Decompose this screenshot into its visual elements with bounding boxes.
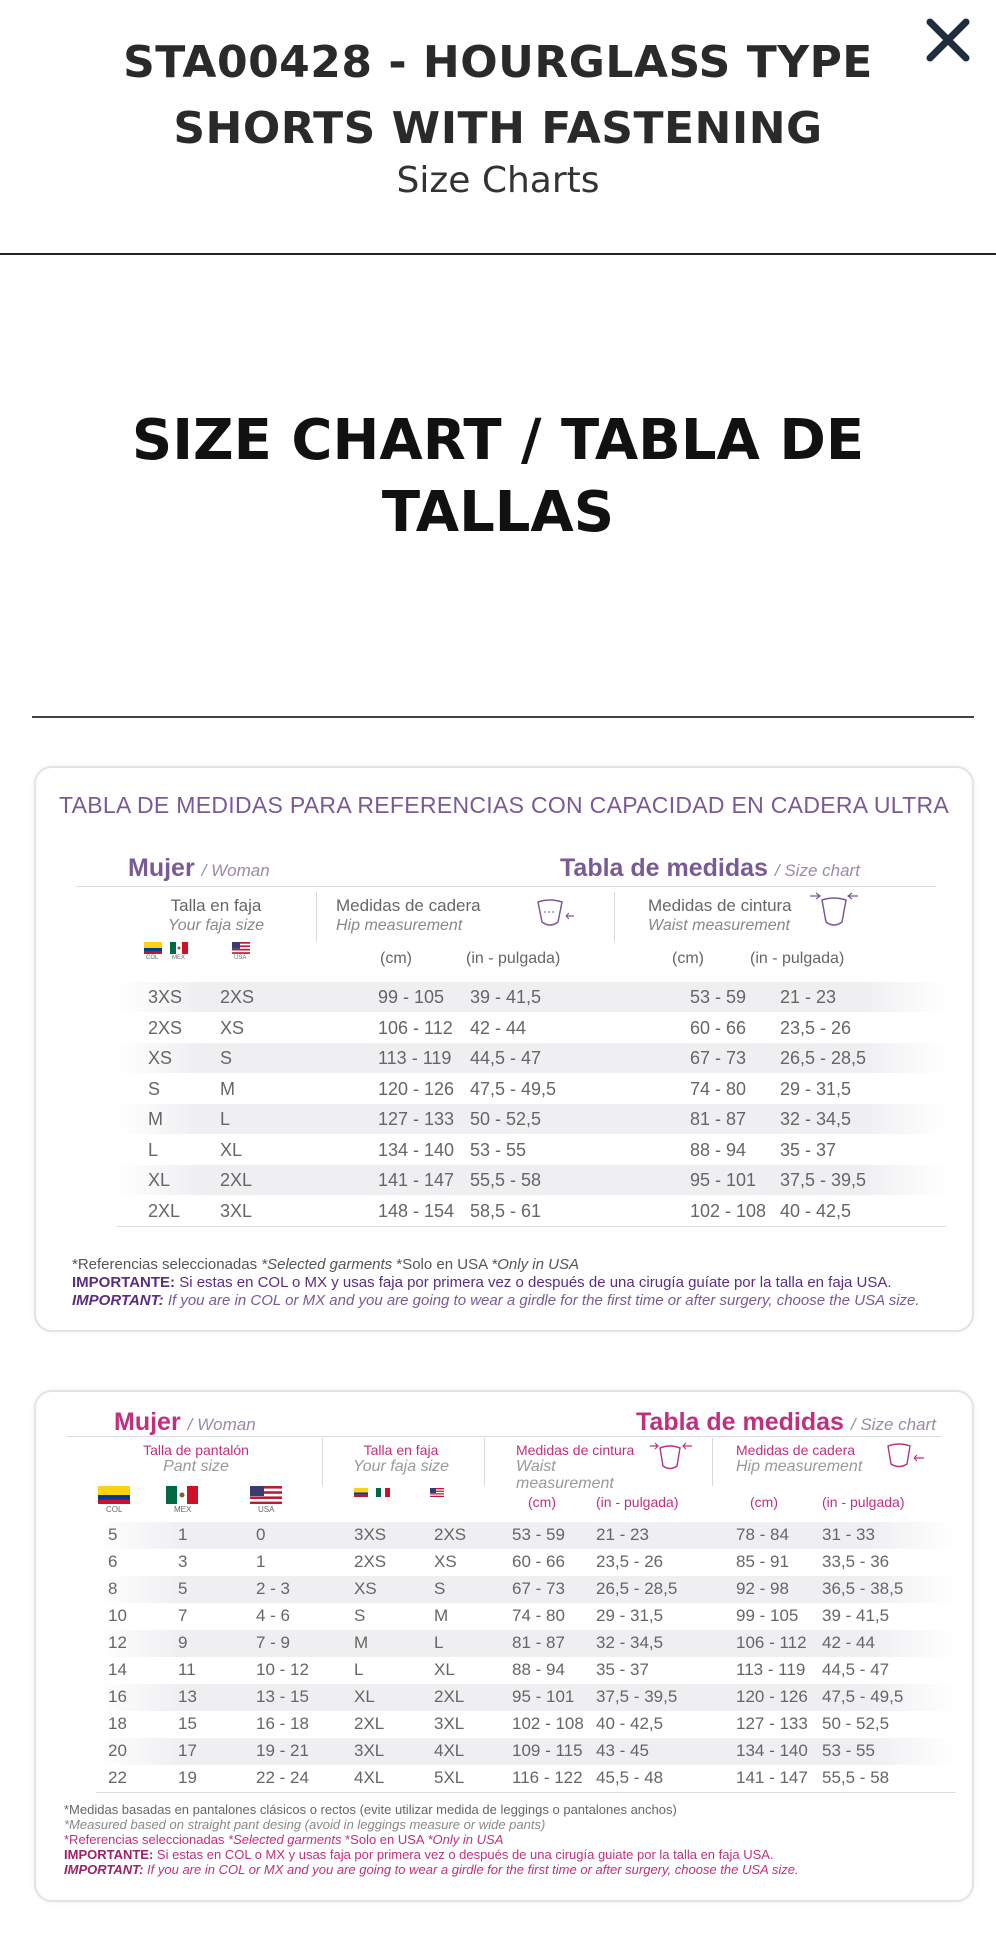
table-row bbox=[96, 1603, 956, 1630]
note-text: If you are in COL or MX and you are going to wear a girdle for the first time or after surgery, choose the USA size. bbox=[163, 1292, 920, 1309]
waist-cm: 67 - 73 bbox=[512, 1579, 565, 1598]
colombia-flag-icon bbox=[354, 1488, 368, 1497]
table-row bbox=[96, 1549, 956, 1576]
col-faja-en: Your faja size bbox=[352, 1458, 450, 1475]
chart2-notes bbox=[64, 1802, 799, 1877]
col-pant-text: Talla de pantalón bbox=[143, 1442, 249, 1458]
hip-in: 44,5 - 47 bbox=[822, 1660, 890, 1679]
mujer-label bbox=[114, 1408, 256, 1437]
table-row bbox=[96, 1657, 956, 1684]
hip-cm: 99 - 105 bbox=[736, 1606, 799, 1625]
waist-in: 37,5 - 39,5 bbox=[596, 1687, 678, 1706]
waist-cm: 67 - 73 bbox=[690, 1048, 747, 1068]
faja-col-size: 3XS bbox=[148, 987, 183, 1007]
pant-col-size: 8 bbox=[108, 1579, 118, 1598]
table-row bbox=[96, 1684, 956, 1711]
mexico-flag-icon bbox=[166, 1486, 198, 1504]
pant-mex-size: 11 bbox=[178, 1660, 196, 1679]
waist-cm: 53 - 59 bbox=[690, 987, 747, 1007]
table-row bbox=[116, 1074, 946, 1104]
hip-in: 50 - 52,5 bbox=[470, 1109, 542, 1129]
faja-usa-size: S bbox=[434, 1579, 446, 1598]
col-waist-text: Medidas de cintura bbox=[648, 896, 792, 915]
waist-in: 21 - 23 bbox=[596, 1525, 649, 1544]
tabla-text: Tabla de medidas bbox=[636, 1408, 844, 1436]
waist-in: 43 - 45 bbox=[596, 1741, 649, 1760]
faja-col-size: 2XL bbox=[354, 1714, 385, 1733]
faja-usa-size: M bbox=[434, 1606, 449, 1625]
pant-mex-size: 5 bbox=[178, 1579, 188, 1598]
faja-col-size: 3XL bbox=[354, 1741, 385, 1760]
table-row bbox=[116, 1196, 946, 1226]
unit-cm: (cm) bbox=[672, 950, 704, 967]
unit-cm: (cm) bbox=[380, 950, 412, 967]
waist-in: 32 - 34,5 bbox=[596, 1633, 664, 1652]
faja-col-size: L bbox=[354, 1660, 364, 1679]
col-hip bbox=[336, 896, 496, 935]
waist-in: 29 - 31,5 bbox=[596, 1606, 664, 1625]
hip-in: 58,5 - 61 bbox=[470, 1200, 542, 1221]
waist-in: 40 - 42,5 bbox=[780, 1200, 852, 1221]
waist-cm: 81 - 87 bbox=[690, 1109, 747, 1129]
faja-usa-size: XS bbox=[220, 1017, 245, 1038]
table-row bbox=[96, 1522, 956, 1549]
note-part: *Only in USA bbox=[427, 1832, 504, 1847]
faja-usa-size: XL bbox=[434, 1660, 455, 1679]
hip-cm: 85 - 91 bbox=[736, 1552, 789, 1571]
pant-usa-size: 4 - 6 bbox=[256, 1606, 291, 1625]
pant-col-size: 6 bbox=[108, 1552, 118, 1571]
waist-in: 21 - 23 bbox=[780, 987, 837, 1007]
table-row bbox=[116, 1043, 946, 1073]
faja-col-size: 4XL bbox=[354, 1768, 385, 1787]
hip-cm: 113 - 119 bbox=[736, 1660, 806, 1679]
hip-in: 42 - 44 bbox=[822, 1633, 875, 1652]
mexico-flag-icon bbox=[170, 942, 188, 954]
hip-cm: 106 - 112 bbox=[736, 1633, 807, 1652]
hip-in: 31 - 33 bbox=[822, 1525, 875, 1544]
hip-cm: 134 - 140 bbox=[736, 1741, 808, 1760]
modal-header bbox=[0, 0, 996, 255]
faja-usa-size: 5XL bbox=[434, 1768, 465, 1787]
waist-cm: 60 - 66 bbox=[512, 1552, 565, 1571]
waist-in: 45,5 - 48 bbox=[596, 1768, 664, 1787]
pant-mex-size: 9 bbox=[178, 1633, 188, 1652]
woman-text: / Woman bbox=[201, 861, 270, 880]
flag-label-col: COL bbox=[146, 955, 159, 961]
faja-col-size: 3XS bbox=[354, 1525, 387, 1544]
hip-in: 55,5 - 58 bbox=[470, 1170, 542, 1190]
waist-in: 32 - 34,5 bbox=[780, 1109, 852, 1129]
pant-usa-size: 0 bbox=[256, 1525, 266, 1544]
hip-cm: 148 - 154 bbox=[378, 1200, 455, 1221]
col-pant-en: Pant size bbox=[163, 1458, 229, 1475]
hip-in: 47,5 - 49,5 bbox=[822, 1687, 904, 1706]
pant-usa-size: 1 bbox=[256, 1552, 266, 1571]
waist-cm: 116 - 122 bbox=[512, 1768, 583, 1787]
faja-usa-size: 3XL bbox=[434, 1714, 465, 1733]
col-waist bbox=[648, 896, 808, 935]
faja-col-size: M bbox=[354, 1633, 369, 1652]
faja-usa-size: S bbox=[220, 1048, 233, 1068]
table-row bbox=[116, 1104, 946, 1134]
note-importante bbox=[72, 1274, 920, 1292]
pant-usa-size: 13 - 15 bbox=[256, 1687, 309, 1706]
col-waist-text: Medidas de cintura bbox=[516, 1442, 635, 1458]
faja-usa-size: XL bbox=[220, 1139, 243, 1160]
tabla-medidas-label bbox=[560, 854, 860, 883]
mujer-text: Mujer bbox=[128, 854, 195, 882]
note-label: IMPORTANT: bbox=[64, 1862, 144, 1877]
note-text: If you are in COL or MX and you are going to wear a girdle for the first time or after surgery, choose the USA size. bbox=[143, 1862, 799, 1877]
flag-label-mex: MEX bbox=[174, 1505, 192, 1514]
hip-in: 36,5 - 38,5 bbox=[822, 1579, 904, 1598]
table-bottom-line bbox=[116, 1226, 946, 1227]
col-pant-size bbox=[96, 1442, 296, 1475]
hip-cm: 127 - 133 bbox=[378, 1109, 455, 1129]
faja-col-size: 2XS bbox=[354, 1552, 387, 1571]
waist-cm: 95 - 101 bbox=[690, 1170, 757, 1190]
woman-text: / Woman bbox=[187, 1415, 256, 1434]
table-row bbox=[96, 1576, 956, 1603]
mujer-label bbox=[128, 854, 270, 883]
note-selected bbox=[72, 1256, 920, 1274]
table-row bbox=[116, 982, 946, 1012]
unit-cm: (cm) bbox=[528, 1494, 556, 1510]
faja-usa-size: 2XL bbox=[220, 1170, 253, 1190]
hip-cm: 141 - 147 bbox=[736, 1768, 808, 1787]
hip-in: 53 - 55 bbox=[822, 1741, 875, 1760]
col-waist-en: Waist measurement bbox=[516, 1458, 614, 1492]
hip-cm: 134 - 140 bbox=[378, 1139, 455, 1160]
waist-cm: 60 - 66 bbox=[690, 1017, 747, 1038]
pant-size-chart bbox=[34, 1390, 974, 1902]
faja-usa-size: 4XL bbox=[434, 1741, 465, 1760]
unit-in: (in - pulgada) bbox=[822, 1494, 905, 1510]
note-part: *Solo en USA bbox=[341, 1832, 428, 1847]
tabla-text: Tabla de medidas bbox=[560, 854, 768, 882]
col-waist bbox=[516, 1442, 656, 1492]
table-row bbox=[116, 1135, 946, 1165]
faja-col-size: XS bbox=[148, 1048, 173, 1068]
pant-mex-size: 1 bbox=[178, 1525, 188, 1544]
hip-cm: 120 - 126 bbox=[736, 1687, 808, 1706]
pant-usa-size: 16 - 18 bbox=[256, 1714, 309, 1733]
hip-in: 42 - 44 bbox=[470, 1017, 527, 1038]
table-row bbox=[116, 1013, 946, 1043]
header-line bbox=[66, 1436, 942, 1437]
usa-flag-icon bbox=[250, 1486, 282, 1504]
tabla-medidas-label bbox=[636, 1408, 936, 1437]
waist-in: 26,5 - 28,5 bbox=[596, 1579, 678, 1598]
unit-in: (in - pulgada) bbox=[596, 1494, 679, 1510]
col-sep bbox=[484, 1438, 485, 1486]
pant-mex-size: 17 bbox=[178, 1741, 197, 1760]
pant-mex-size: 3 bbox=[178, 1552, 188, 1571]
waist-cm: 95 - 101 bbox=[512, 1687, 575, 1706]
faja-col-size: S bbox=[354, 1606, 366, 1625]
waist-cm: 102 - 108 bbox=[690, 1200, 767, 1221]
waist-cm: 74 - 80 bbox=[690, 1078, 747, 1099]
pant-mex-size: 19 bbox=[178, 1768, 197, 1787]
waist-in: 29 - 31,5 bbox=[780, 1078, 852, 1099]
pant-col-size: 20 bbox=[108, 1741, 127, 1760]
header-line bbox=[76, 886, 936, 887]
faja-col-size: S bbox=[148, 1078, 161, 1099]
waist-cm: 81 - 87 bbox=[512, 1633, 565, 1652]
pant-col-size: 18 bbox=[108, 1714, 127, 1733]
size-charts-subtitle: Size Charts bbox=[396, 160, 600, 201]
hip-cm: 127 - 133 bbox=[736, 1714, 808, 1733]
hip-in: 55,5 - 58 bbox=[822, 1768, 890, 1787]
close-icon[interactable] bbox=[920, 12, 976, 68]
pant-col-size: 22 bbox=[108, 1768, 127, 1787]
flag-label-usa: USA bbox=[234, 955, 247, 961]
waist-cm: 88 - 94 bbox=[512, 1660, 565, 1679]
pant-mex-size: 15 bbox=[178, 1714, 197, 1733]
col-sep bbox=[316, 892, 317, 942]
col-faja-text: Talla en faja bbox=[170, 896, 262, 915]
hip-cm: 92 - 98 bbox=[736, 1579, 789, 1598]
note-basis: *Medidas basadas en pantalones clásicos o rectos (evite utilizar medida de leggings o pantalones anchos) bbox=[64, 1802, 677, 1817]
usa-flag-icon bbox=[232, 942, 250, 954]
table-row bbox=[116, 1165, 946, 1195]
flag-label-mex: MEX bbox=[172, 955, 186, 961]
ultra-hip-size-chart bbox=[34, 766, 974, 1332]
colombia-flag-icon bbox=[98, 1486, 130, 1504]
pant-col-size: 16 bbox=[108, 1687, 127, 1706]
pant-usa-size: 22 - 24 bbox=[256, 1768, 309, 1787]
note-selected bbox=[64, 1832, 799, 1847]
hip-cm: 78 - 84 bbox=[736, 1525, 789, 1544]
col-waist-en: Waist measurement bbox=[648, 917, 790, 934]
note-text: Si estas en COL o MX y usas faja por primera vez o después de una cirugía guíate por la talla en faja USA. bbox=[175, 1274, 892, 1291]
note-part: *Only in USA bbox=[491, 1256, 579, 1273]
chart1-notes bbox=[72, 1256, 920, 1310]
hip-cm: 106 - 112 bbox=[378, 1017, 453, 1038]
waist-measure-icon bbox=[806, 888, 862, 932]
col-hip-en: Hip measurement bbox=[736, 1458, 863, 1475]
col-faja-text: Talla en faja bbox=[363, 1442, 439, 1458]
pant-usa-size: 2 - 3 bbox=[256, 1579, 291, 1598]
pant-mex-size: 7 bbox=[178, 1606, 188, 1625]
faja-col-size: XL bbox=[148, 1170, 171, 1190]
col-faja-size bbox=[326, 1442, 476, 1475]
unit-cm: (cm) bbox=[750, 1494, 778, 1510]
faja-usa-size: 2XL bbox=[434, 1687, 465, 1706]
mexico-flag-icon bbox=[376, 1488, 390, 1497]
faja-usa-size: M bbox=[220, 1078, 235, 1099]
note-part: *Selected garments bbox=[228, 1832, 342, 1847]
col-sep bbox=[712, 1438, 713, 1486]
table-row bbox=[96, 1738, 956, 1765]
faja-col-size: XS bbox=[354, 1579, 377, 1598]
faja-usa-size: XS bbox=[434, 1552, 457, 1571]
faja-usa-size: L bbox=[220, 1109, 231, 1129]
faja-col-size: L bbox=[148, 1139, 159, 1160]
note-importante bbox=[64, 1847, 799, 1862]
hip-in: 39 - 41,5 bbox=[470, 987, 542, 1007]
waist-cm: 74 - 80 bbox=[512, 1606, 565, 1625]
unit-in: (in - pulgada) bbox=[466, 950, 561, 967]
mujer-text: Mujer bbox=[114, 1408, 181, 1436]
waist-measure-icon bbox=[648, 1438, 694, 1474]
note-important bbox=[72, 1292, 920, 1310]
faja-usa-size: 2XS bbox=[220, 987, 255, 1007]
col-hip-text: Medidas de cadera bbox=[736, 1442, 856, 1458]
faja-col-size: XL bbox=[354, 1687, 375, 1706]
size-chart-text: / Size chart bbox=[850, 1415, 936, 1434]
col-hip-en: Hip measurement bbox=[336, 917, 463, 934]
hip-in: 47,5 - 49,5 bbox=[470, 1078, 557, 1099]
table-bottom-line bbox=[96, 1792, 956, 1793]
pant-mex-size: 13 bbox=[178, 1687, 197, 1706]
flag-label-col: COL bbox=[106, 1505, 123, 1514]
hip-measure-icon bbox=[882, 1438, 928, 1474]
hip-in: 44,5 - 47 bbox=[470, 1048, 542, 1068]
note-part: *Referencias seleccionadas bbox=[64, 1832, 229, 1847]
hip-measure-icon bbox=[530, 892, 578, 932]
size-chart-heading: SIZE CHART / TABLA DE TALLAS bbox=[131, 408, 865, 545]
waist-cm: 53 - 59 bbox=[512, 1525, 565, 1544]
hip-in: 50 - 52,5 bbox=[822, 1714, 890, 1733]
faja-usa-size: 2XS bbox=[434, 1525, 467, 1544]
size-chart-text: / Size chart bbox=[774, 861, 860, 880]
col-hip-text: Medidas de cadera bbox=[336, 896, 481, 915]
pant-col-size: 12 bbox=[108, 1633, 127, 1652]
pant-col-size: 5 bbox=[108, 1525, 118, 1544]
table-row bbox=[96, 1630, 956, 1657]
waist-in: 23,5 - 26 bbox=[780, 1017, 852, 1038]
faja-col-size: 2XS bbox=[148, 1017, 183, 1038]
col-faja-en: Your faja size bbox=[167, 917, 265, 934]
pant-usa-size: 10 - 12 bbox=[256, 1660, 309, 1679]
note-basis-en: *Measured based on straight pant desing (avoid in leggings measure or wide pants) bbox=[64, 1817, 546, 1832]
flag-label-usa: USA bbox=[258, 1505, 275, 1514]
note-label: IMPORTANT: bbox=[72, 1292, 164, 1309]
col-faja-size bbox=[116, 896, 316, 935]
hip-in: 33,5 - 36 bbox=[822, 1552, 890, 1571]
note-label: IMPORTANTE: bbox=[64, 1847, 154, 1862]
col-sep bbox=[322, 1438, 323, 1486]
section-divider bbox=[32, 716, 974, 718]
hip-cm: 120 - 126 bbox=[378, 1078, 455, 1099]
hip-cm: 99 - 105 bbox=[378, 987, 445, 1007]
waist-in: 40 - 42,5 bbox=[596, 1714, 664, 1733]
note-part: *Referencias seleccionadas bbox=[72, 1256, 262, 1273]
waist-in: 35 - 37 bbox=[596, 1660, 649, 1679]
chart-title: TABLA DE MEDIDAS PARA REFERENCIAS CON CAPACIDAD EN CADERA ULTRA bbox=[58, 792, 950, 818]
colombia-flag-icon bbox=[144, 942, 162, 954]
note-part: *Solo en USA bbox=[392, 1256, 492, 1273]
pant-col-size: 14 bbox=[108, 1660, 127, 1679]
waist-in: 37,5 - 39,5 bbox=[780, 1170, 867, 1190]
close-button[interactable] bbox=[920, 12, 976, 68]
note-important bbox=[64, 1862, 799, 1877]
faja-col-size: 2XL bbox=[148, 1200, 181, 1221]
hip-in: 39 - 41,5 bbox=[822, 1606, 890, 1625]
note-label: IMPORTANTE: bbox=[72, 1274, 176, 1291]
hip-cm: 113 - 119 bbox=[378, 1048, 452, 1068]
hip-in: 53 - 55 bbox=[470, 1139, 527, 1160]
waist-cm: 102 - 108 bbox=[512, 1714, 584, 1733]
pant-usa-size: 19 - 21 bbox=[256, 1741, 309, 1760]
unit-in: (in - pulgada) bbox=[750, 950, 845, 967]
waist-in: 26,5 - 28,5 bbox=[780, 1048, 867, 1068]
pant-col-size: 10 bbox=[108, 1606, 127, 1625]
usa-flag-icon bbox=[430, 1488, 444, 1497]
col-hip bbox=[736, 1442, 876, 1475]
table-row bbox=[96, 1765, 956, 1792]
note-text: Si estas en COL o MX y usas faja por primera vez o después de una cirugía guiate por la talla en faja USA. bbox=[153, 1847, 774, 1862]
note-part: *Selected garments bbox=[261, 1256, 393, 1273]
waist-in: 35 - 37 bbox=[780, 1139, 837, 1160]
faja-usa-size: 3XL bbox=[220, 1200, 253, 1221]
table-row bbox=[96, 1711, 956, 1738]
waist-cm: 88 - 94 bbox=[690, 1139, 747, 1160]
faja-col-size: M bbox=[148, 1109, 163, 1129]
pant-usa-size: 7 - 9 bbox=[256, 1633, 291, 1652]
col-sep bbox=[614, 892, 615, 942]
hip-cm: 141 - 147 bbox=[378, 1170, 455, 1190]
product-title: STA00428 - HOURGLASS TYPE SHORTS WITH FASTENING bbox=[123, 37, 873, 154]
waist-cm: 109 - 115 bbox=[512, 1741, 583, 1760]
faja-usa-size: L bbox=[434, 1633, 444, 1652]
waist-in: 23,5 - 26 bbox=[596, 1552, 664, 1571]
